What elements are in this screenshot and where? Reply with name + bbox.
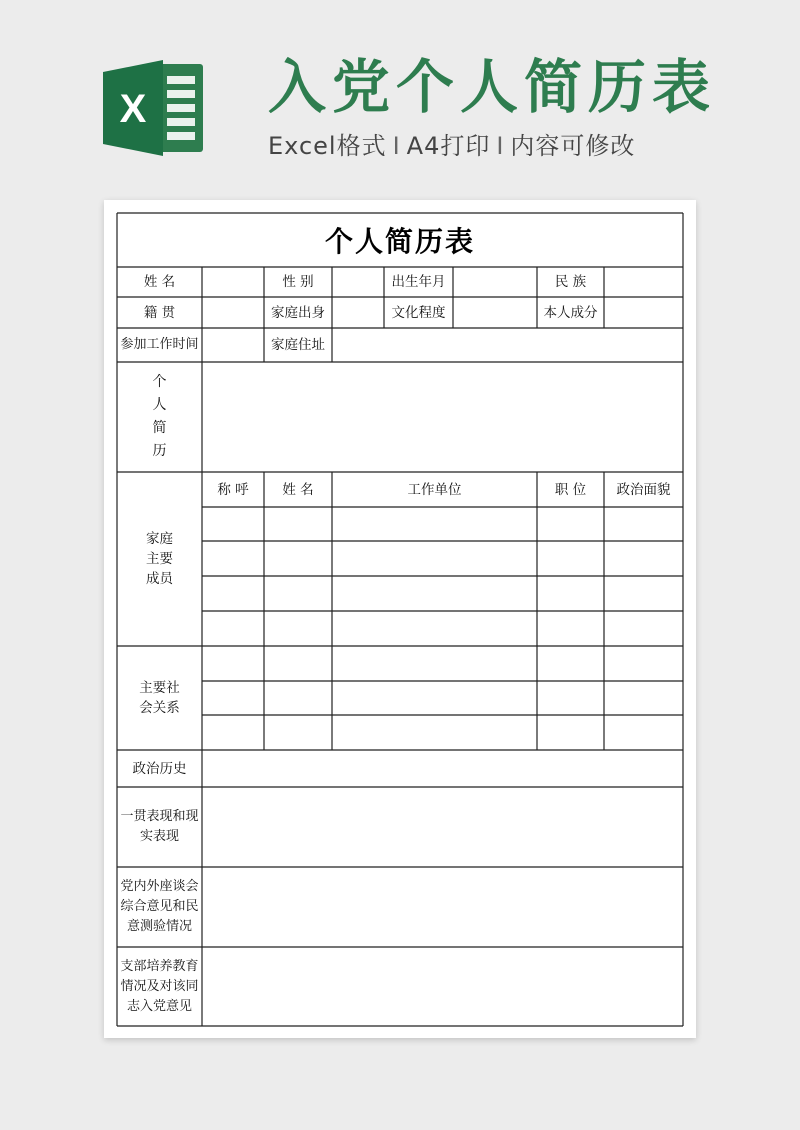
resume-label: [117, 362, 202, 472]
family-header-relation: 称 呼: [217, 481, 249, 498]
origin-field[interactable]: [202, 297, 264, 328]
ethnicity-label: 民 族: [554, 274, 587, 290]
opinion-label-line: 综合意见和民: [120, 899, 199, 914]
personal-status-field[interactable]: [604, 297, 683, 328]
page-title: 入党个人简历表: [268, 53, 717, 121]
resume-label-char: 个: [152, 374, 167, 390]
work-start-field[interactable]: [202, 328, 264, 362]
family-header-political-status: 政治面貌: [616, 481, 671, 498]
branch-label-line: 情况及对该同: [120, 978, 199, 994]
subtitle-print: A4打印: [406, 132, 491, 160]
work-start-label: 参加工作时间: [120, 337, 199, 352]
resume-label-char: 历: [152, 443, 167, 459]
performance-field[interactable]: [202, 787, 683, 867]
education-label: 文化程度: [391, 304, 446, 321]
branch-label-line: 支部培养教育: [120, 958, 199, 974]
subtitle-separator: I: [392, 132, 401, 160]
resume-field[interactable]: [202, 362, 683, 472]
branch-opinion-label: [117, 947, 202, 1026]
performance-label-line: 实表现: [139, 829, 179, 844]
performance-label: [117, 787, 202, 867]
gender-field[interactable]: [332, 267, 384, 297]
education-field[interactable]: [453, 297, 537, 328]
family-label-line: 主要: [146, 551, 173, 567]
social-label-line: 会关系: [139, 700, 180, 716]
opinion-label-line: 党内外座谈会: [120, 879, 199, 894]
social-label-line: 主要社: [139, 680, 180, 696]
birth-field[interactable]: [453, 267, 537, 297]
opinion-field[interactable]: [202, 867, 683, 947]
resume-label-char: 人: [152, 397, 167, 413]
political-history-label: 政治历史: [132, 760, 187, 777]
family-header-workplace: 工作单位: [407, 481, 462, 498]
family-header-name: 姓 名: [282, 481, 314, 498]
svg-text:X: X: [119, 87, 147, 131]
family-origin-field[interactable]: [332, 297, 384, 328]
ethnicity-field[interactable]: [604, 267, 683, 297]
name-label: 姓 名: [143, 274, 176, 290]
subtitle-format: Excel格式: [268, 132, 387, 160]
birth-label: 出生年月: [391, 274, 446, 290]
opinion-label-line: 意测验情况: [126, 919, 192, 934]
address-label: 家庭住址: [271, 337, 325, 353]
family-origin-label: 家庭出身: [271, 304, 325, 321]
family-header-position: 职 位: [554, 481, 587, 498]
origin-label: 籍 贯: [143, 304, 176, 321]
family-label-line: 家庭: [146, 531, 173, 547]
family-section-label: [117, 472, 202, 646]
family-label-line: 成员: [146, 571, 173, 587]
branch-opinion-field[interactable]: [202, 947, 683, 1026]
performance-label-line: 一贯表现和现: [120, 809, 199, 824]
opinion-label: [117, 867, 202, 947]
branch-label-line: 志入党意见: [126, 998, 192, 1014]
subtitle-separator: I: [496, 132, 505, 160]
gender-label: 性 别: [282, 274, 314, 290]
address-field[interactable]: [332, 328, 683, 362]
name-field[interactable]: [202, 267, 264, 297]
political-history-field[interactable]: [202, 750, 683, 787]
personal-status-label: 本人成分: [543, 304, 598, 321]
resume-label-char: 简: [152, 420, 167, 436]
form-title: 个人简历表: [324, 225, 475, 258]
subtitle-editable: 内容可修改: [510, 132, 636, 160]
social-relations-label: [117, 646, 202, 750]
